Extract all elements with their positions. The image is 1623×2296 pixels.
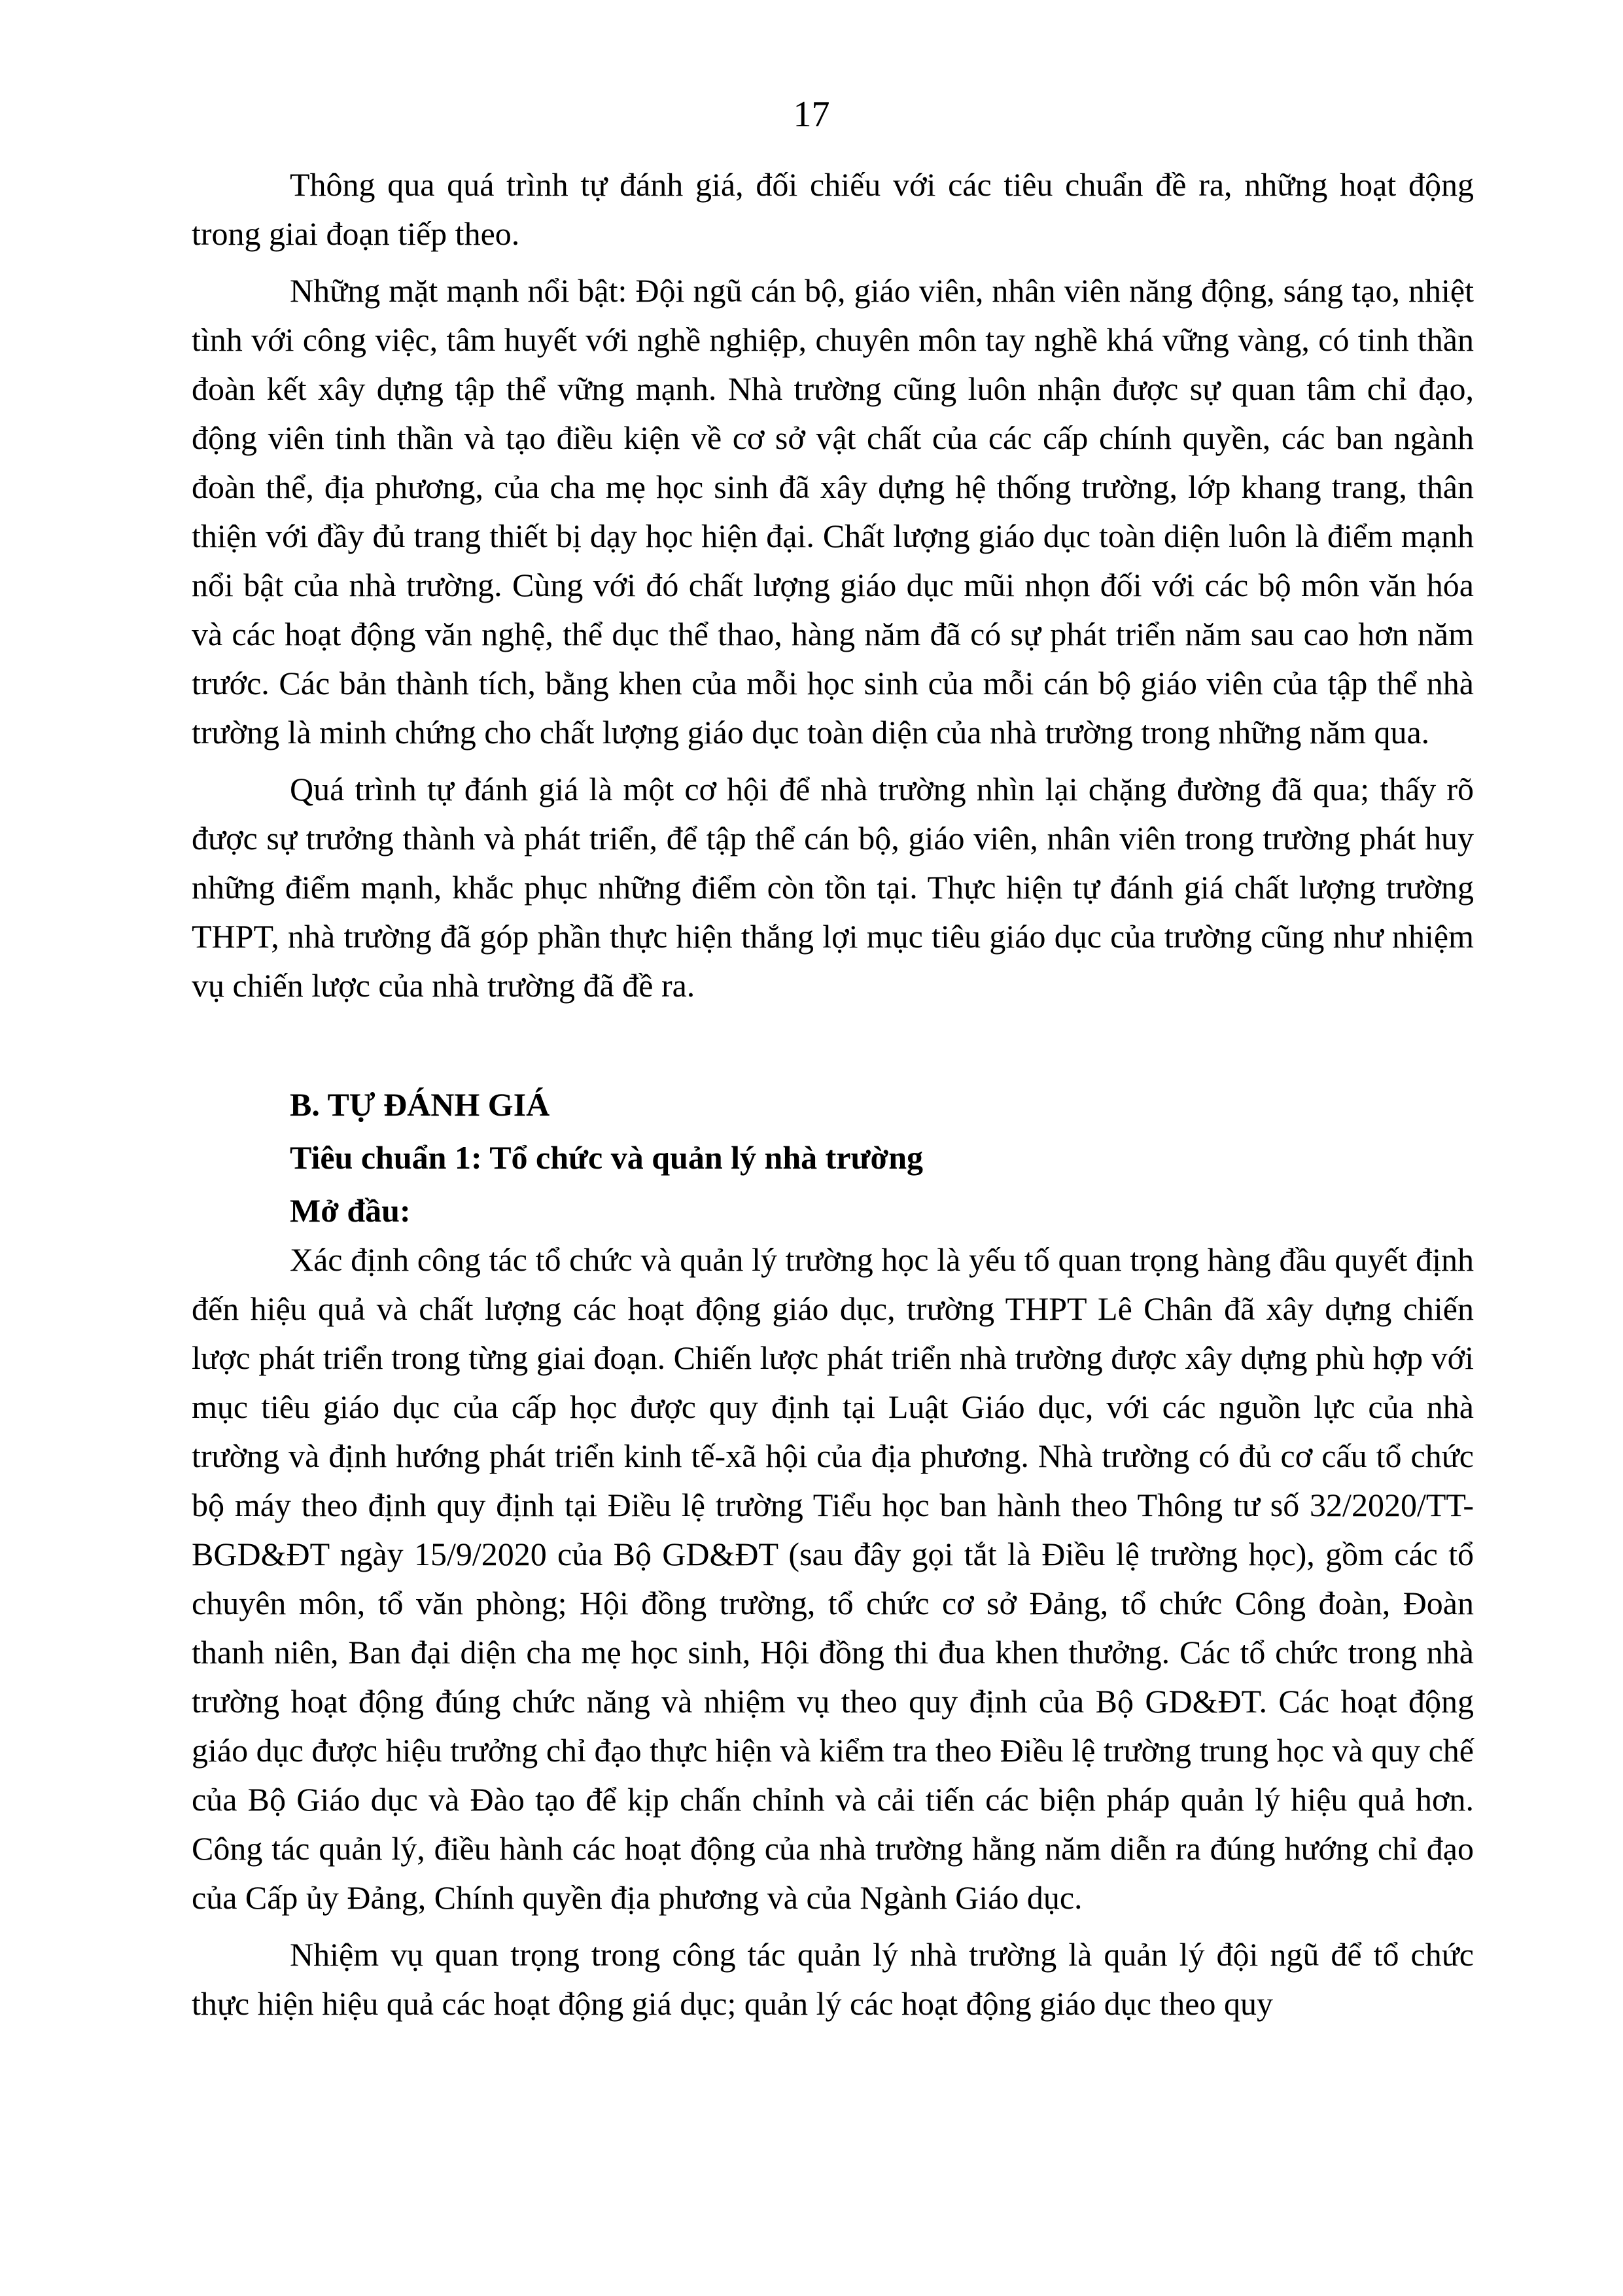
paragraph-management-task: Nhiệm vụ quan trọng trong công tác quản lý nhà trường là quản lý đội ngũ để tổ chức thực hiện hiệu quả các hoạt động giá dục; quản lý các hoạt động giáo dục theo quy	[192, 1936, 1474, 2022]
paragraph-strengths: Những mặt mạnh nổi bật: Đội ngũ cán bộ, giáo viên, nhân viên năng động, sáng tạo, nhiệt tình với công việc, tâm huyết với nghề nghiệp, chuyên môn tay nghề khá vững vàng, có tinh thần đoàn kết xây dựng tập thể vững mạnh. Nhà trường cũng luôn nhận được sự quan tâm chỉ đạo, động viên tinh thần và tạo điều kiện về cơ sở vật chất của các cấp chính quyền, các ban ngành đoàn thể, địa phương, của cha mẹ học sinh đã xây dựng hệ thống trường, lớp khang trang, thân thiện với đầy đủ trang thiết bị dạy học hiện đại. Chất lượng giáo dục toàn diện luôn là điểm mạnh nổi bật của nhà trường. Cùng với đó chất lượng giáo dục mũi nhọn đối với các bộ môn văn hóa và các hoạt động văn nghệ, thể dục thể thao, hàng năm đã có sự phát triển năm sau cao hơn năm trước. Các bản thành tích, bằng khen của mỗi học sinh của mỗi cán bộ giáo viên của tập thể nhà trường là minh chứng cho chất lượng giáo dục toàn diện của nhà trường trong những năm qua.	[192, 272, 1474, 751]
page-number: 17	[793, 94, 830, 135]
paragraph-intro-summary: Thông qua quá trình tự đánh giá, đối chiếu với các tiêu chuẩn đề ra, những hoạt động trong giai đoạn tiếp theo.	[192, 166, 1474, 252]
document-body	[192, 160, 1474, 2036]
paragraph-self-assessment-process: Quá trình tự đánh giá là một cơ hội để nhà trường nhìn lại chặng đường đã qua; thấy rõ được sự trưởng thành và phát triển, để tập thể cán bộ, giáo viên, nhân viên trong trường phát huy những điểm mạnh, khắc phục những điểm còn tồn tại. Thực hiện tự đánh giá chất lượng trường THPT, nhà trường đã góp phần thực hiện thắng lợi mục tiêu giáo dục của trường cũng như nhiệm vụ chiến lược của nhà trường đã đề ra.	[192, 771, 1474, 1004]
paragraph-organization: Xác định công tác tổ chức và quản lý trường học là yếu tố quan trọng hàng đầu quyết định đến hiệu quả và chất lượng các hoạt động giáo dục, trường THPT Lê Chân đã xây dựng chiến lược phát triển trong từng giai đoạn. Chiến lược phát triển nhà trường được xây dựng phù hợp với mục tiêu giáo dục của cấp học được quy định tại Luật Giáo dục, với các nguồn lực của nhà trường và định hướng phát triển kinh tế-xã hội của địa phương. Nhà trường có đủ cơ cấu tổ chức bộ máy theo định quy định tại Điều lệ trường Tiểu học ban hành theo Thông tư số 32/2020/TT-BGD&ĐT ngày 15/9/2020 của Bộ GD&ĐT (sau đây gọi tắt là Điều lệ trường học), gồm các tổ chuyên môn, tổ văn phòng; Hội đồng trường, tổ chức cơ sở Đảng, tổ chức Công đoàn, Đoàn thanh niên, Ban đại diện cha mẹ học sinh, Hội đồng thi đua khen thưởng. Các tổ chức trong nhà trường hoạt động đúng chức năng và nhiệm vụ theo quy định của Bộ GD&ĐT. Các hoạt động giáo dục được hiệu trưởng chỉ đạo thực hiện và kiểm tra theo Điều lệ trường trung học và quy chế của Bộ Giáo dục và Đào tạo để kịp chấn chỉnh và cải tiến các biện pháp quản lý hiệu quả hơn. Công tác quản lý, điều hành các hoạt động của nhà trường hằng năm diễn ra đúng hướng chỉ đạo của Cấp ủy Đảng, Chính quyền địa phương và của Ngành Giáo dục.	[192, 1241, 1474, 1916]
section-spacer	[192, 1018, 1474, 1080]
standard-heading: Tiêu chuẩn 1: Tổ chức và quản lý nhà trường	[290, 1139, 924, 1176]
section-heading: B. TỰ ĐÁNH GIÁ	[290, 1086, 550, 1123]
intro-heading: Mở đầu:	[290, 1192, 411, 1229]
